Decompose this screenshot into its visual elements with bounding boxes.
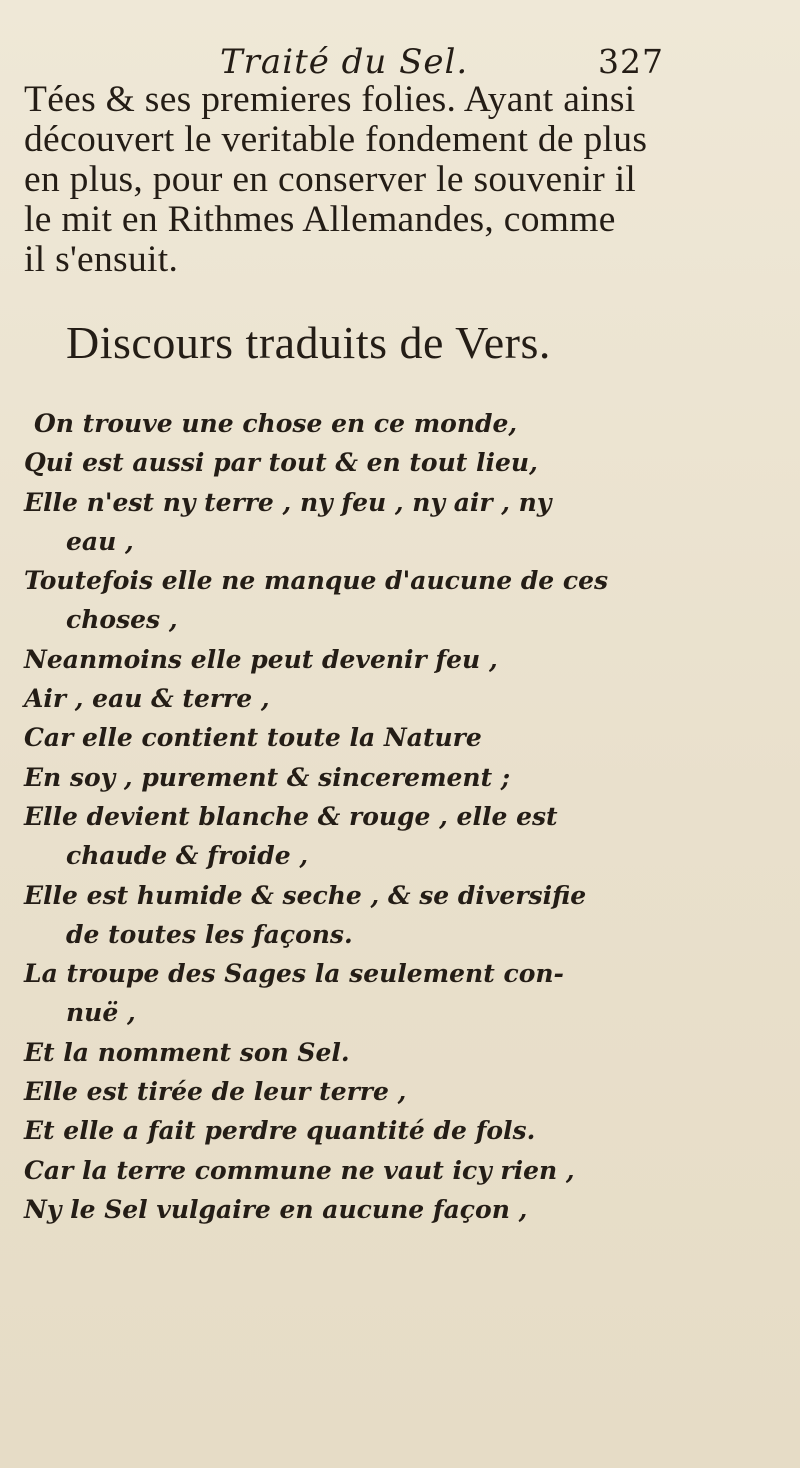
- prose-line: découvert le veritable fondement de plus: [24, 119, 648, 160]
- verse-block: [24, 404, 740, 1229]
- verse-line: Et elle a fait perdre quantité de fols.: [24, 1116, 536, 1146]
- verse-line: Elle n'est ny terre , ny feu , ny air , ny: [24, 487, 552, 517]
- verse-line: de toutes les façons.: [66, 919, 353, 949]
- verse-line: Car elle contient toute la Nature: [24, 723, 482, 753]
- verse-line: chaude & froide ,: [66, 841, 309, 871]
- prose-line: il s'ensuit.: [24, 239, 179, 280]
- prose-paragraph: [24, 80, 740, 280]
- verse-line: En soy , purement & sincerement ;: [24, 762, 511, 792]
- verse-line: Car la terre commune ne vaut icy rien ,: [24, 1155, 575, 1185]
- prose-line: Tées & ses premieres folies. Ayant ainsi: [24, 79, 636, 120]
- verse-line: La troupe des Sages la seulement con-: [24, 959, 564, 989]
- running-title: Traité du Sel.: [220, 42, 469, 82]
- verse-line: eau ,: [66, 526, 134, 556]
- section-heading: Discours traduits de Vers.: [66, 317, 551, 368]
- verse-line: Neanmoins elle peut devenir feu ,: [24, 644, 498, 674]
- verse-line: nuë ,: [66, 998, 136, 1028]
- verse-line: Elle devient blanche & rouge , elle est: [24, 801, 558, 831]
- page-number: 327: [598, 42, 664, 81]
- verse-line: Qui est aussi par tout & en tout lieu,: [24, 448, 538, 478]
- prose-line: en plus, pour en conserver le souvenir il: [24, 159, 637, 200]
- verse-line: Toutefois elle ne manque d'aucune de ces: [24, 566, 609, 596]
- verse-line: Air , eau & terre ,: [24, 684, 270, 714]
- running-head: [24, 30, 740, 82]
- prose-line: le mit en Rithmes Allemandes, comme: [24, 199, 616, 240]
- verse-line: Elle est tirée de leur terre ,: [24, 1077, 407, 1107]
- verse-line: Et la nomment son Sel.: [24, 1037, 350, 1067]
- verse-line: Ny le Sel vulgaire en aucune façon ,: [24, 1194, 528, 1224]
- verse-line: choses ,: [66, 605, 178, 635]
- verse-line: On trouve une chose en ce monde,: [34, 409, 518, 438]
- verse-line: Elle est humide & seche , & se diversifie: [24, 880, 587, 910]
